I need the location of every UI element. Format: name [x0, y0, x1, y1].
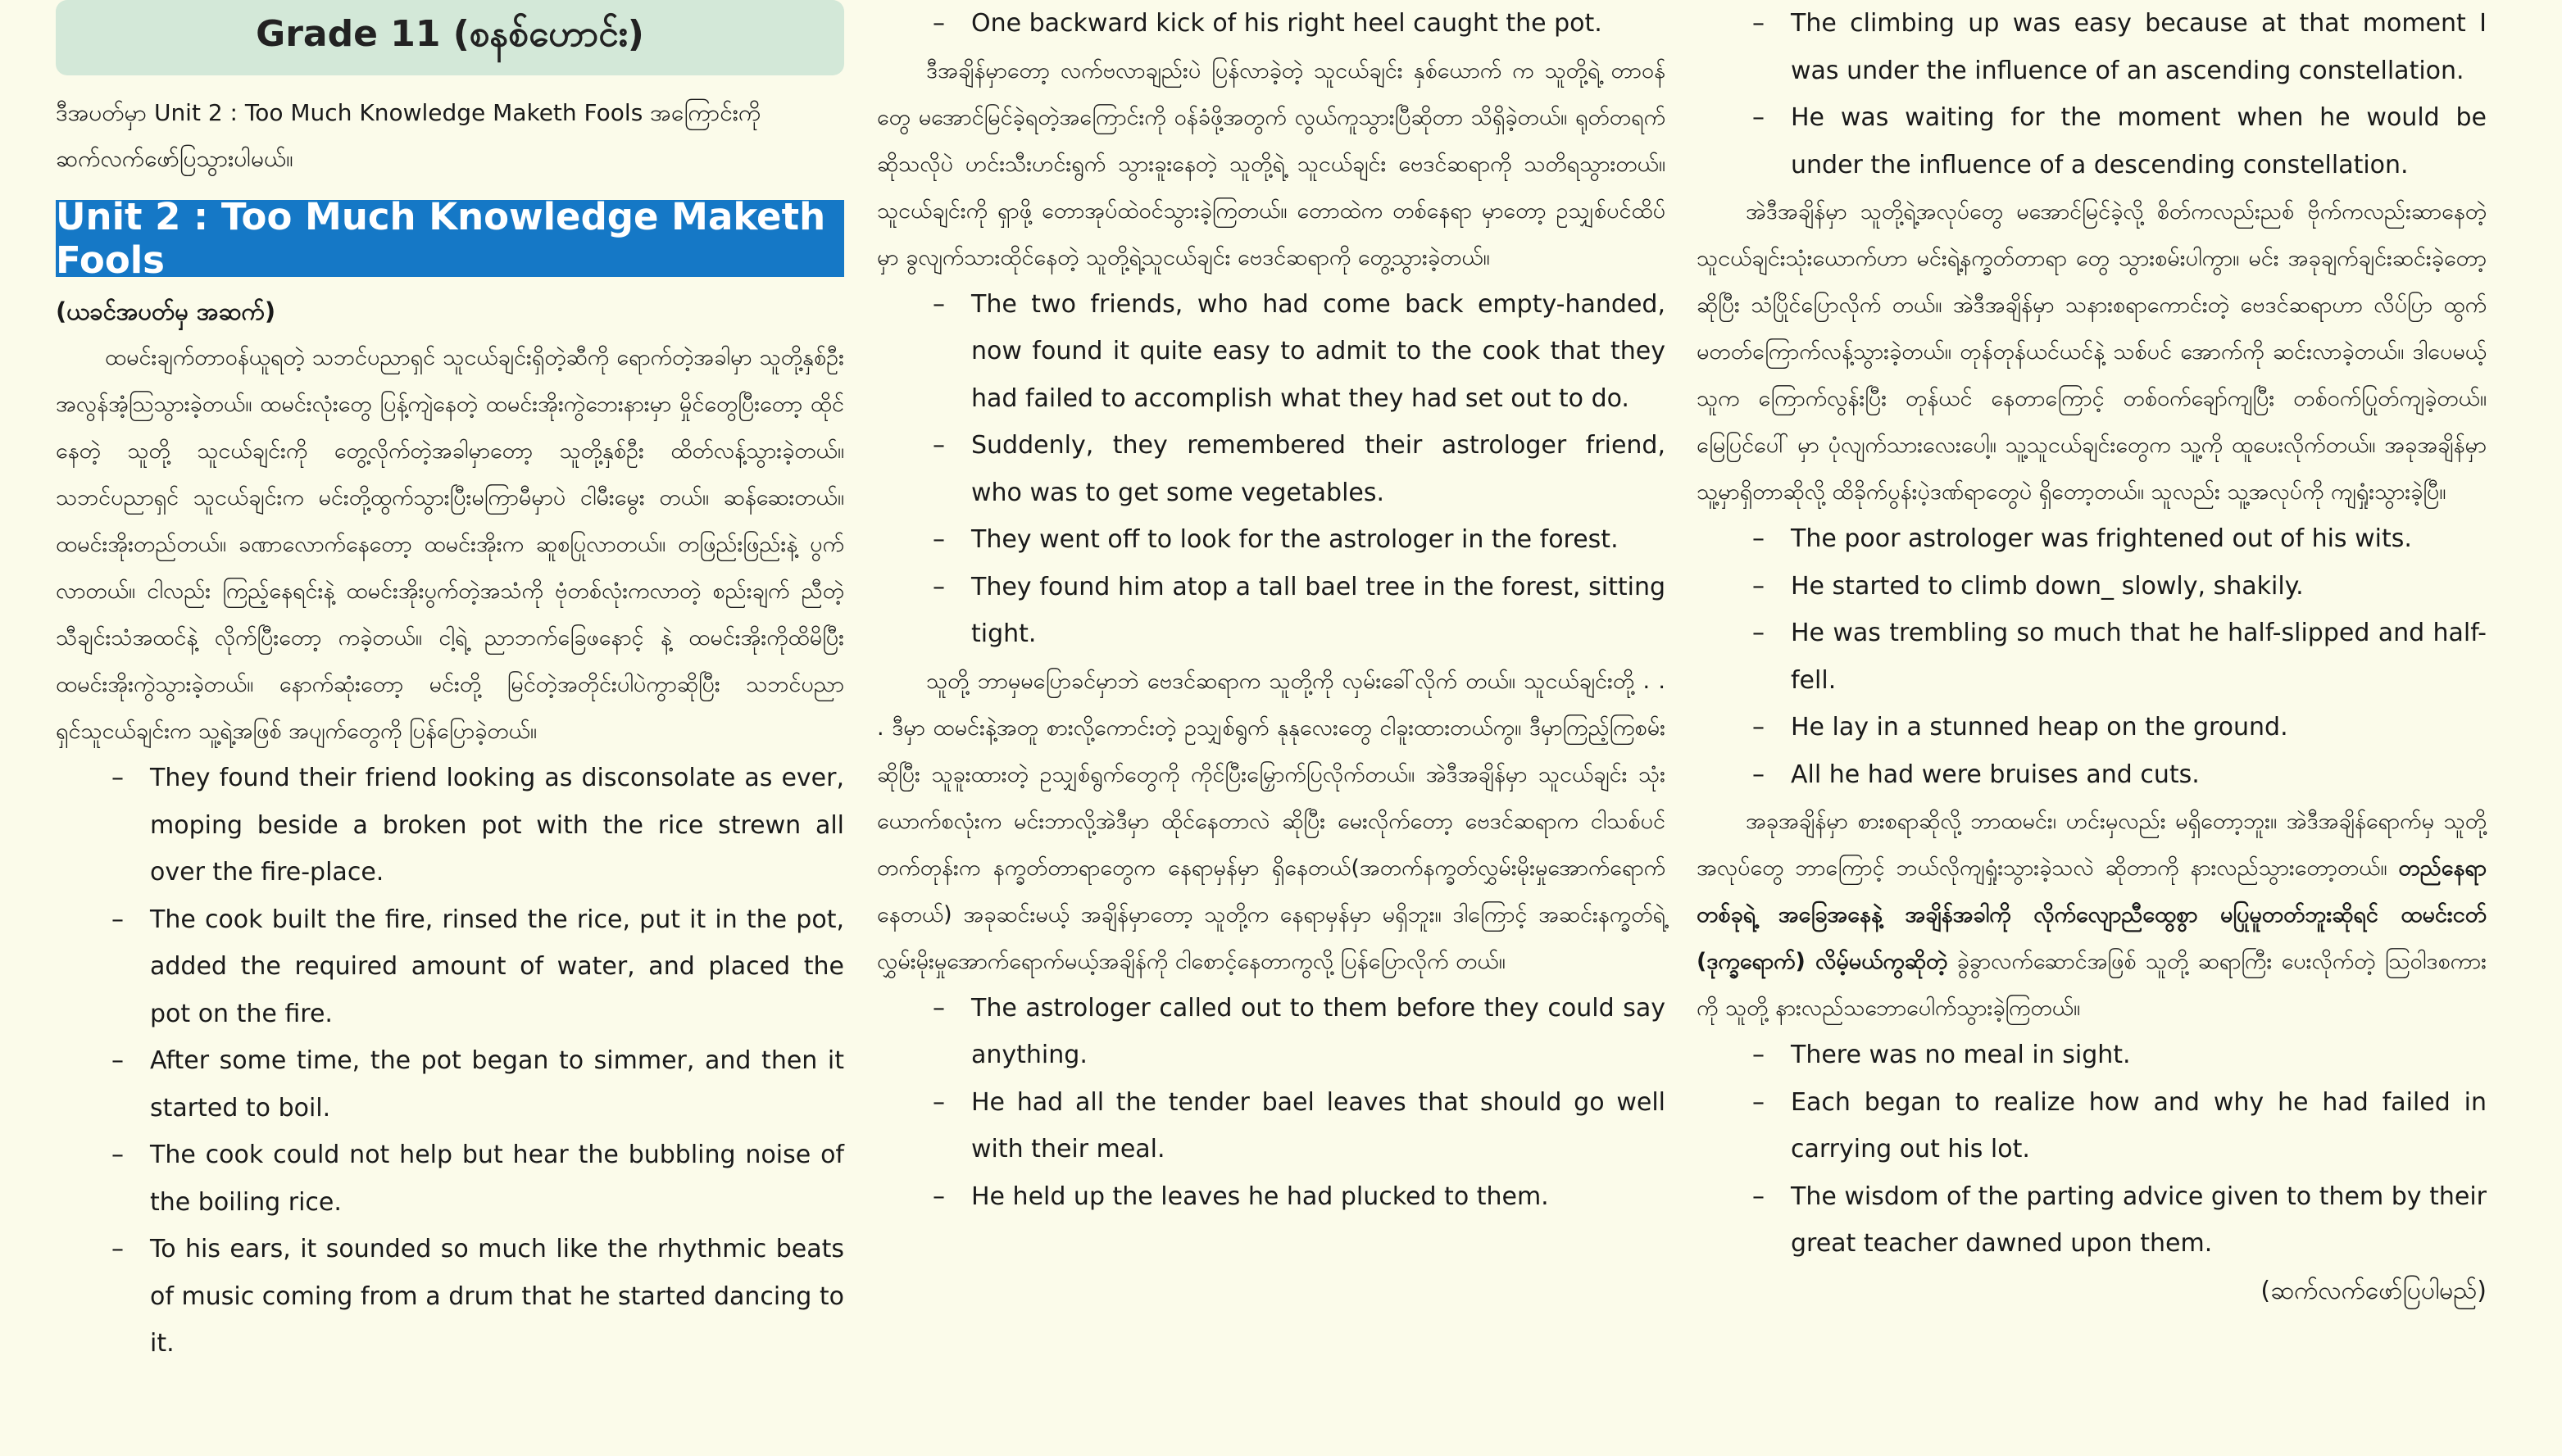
dash-marker: – — [111, 764, 124, 792]
para-text: အခုအချိန်မှာ စားစရာဆိုလို့ ဘာထမင်း၊ ဟင်းမှလည်း မရှိတော့ဘူး။ အဲဒီအချိန်ရောက်မှ သူတို့အလုပ်တွေ ဘာကြောင့် ဘယ်လိုကျရှုံးသွားခဲ့သလဲ ဆိုတာကို နားလည်သွားတော့တယ်။ — [1697, 809, 2487, 881]
bullet-item: – He had all the tender bael leaves that should go well with their meal. — [877, 1079, 1665, 1173]
dash-marker: – — [933, 9, 945, 38]
dash-marker: – — [1752, 760, 1765, 789]
dash-marker: – — [933, 289, 945, 319]
col3-paragraph-2 — [1697, 798, 2487, 1032]
bullet-item: – They went off to look for the astrologer in the forest. — [877, 516, 1665, 564]
bullet-item: – The wisdom of the parting advice given to them by their great teacher dawned upon them. — [1697, 1173, 2487, 1268]
dash-marker: – — [111, 1235, 124, 1263]
intro-text: ဒီအပတ်မှာ Unit 2 : Too Much Knowledge Maketh Fools အကြောင်းကို ဆက်လက်ဖော်ပြသွားပါမယ်။ — [56, 99, 761, 172]
column-3 — [1697, 0, 2487, 1314]
col3-bullet-list-2 — [1697, 1032, 2487, 1268]
bullet-item: – After some time, the pot began to simmer, and then it started to boil. — [56, 1037, 844, 1132]
bullet-item: – They found him atop a tall bael tree in the forest, sitting tight. — [877, 564, 1665, 658]
dash-marker: – — [933, 525, 945, 554]
bullet-item: – He held up the leaves he had plucked to them. — [877, 1173, 1665, 1221]
dash-marker: – — [933, 993, 945, 1023]
dash-marker: – — [1752, 571, 1765, 601]
bullet-item: – He started to climb down_ slowly, shakily. — [1697, 563, 2487, 610]
bullet-item: – He lay in a stunned heap on the ground. — [1697, 704, 2487, 751]
bullet-item: – To his ears, it sounded so much like the rhythmic beats of music coming from a drum that he started dancing to it. — [56, 1226, 844, 1368]
para-bold-text: တည်နေရာတစ်ခုရဲ့ အခြေအနေနဲ့ အချိန်အခါကို လိုက်လျောညီထွေစွာ မပြုမူတတ်ဘူးဆိုရင် ထမင်းငတ် (ဒုက္ခရောက်) လိမ့်မယ်ကွဆိုတဲ့ — [1697, 855, 2487, 974]
col3-bullet-list-1 — [1697, 515, 2487, 798]
bullet-item: – All he had were bruises and cuts. — [1697, 751, 2487, 799]
dash-marker: – — [111, 905, 124, 934]
bullet-item: – One backward kick of his right heel caught the pot. — [877, 0, 1665, 48]
dash-marker: – — [933, 1087, 945, 1117]
dash-marker: – — [1752, 103, 1765, 132]
col2-paragraph-2: သူတို့ ဘာမှမပြောခင်မှာဘဲ ဗေဒင်ဆရာက သူတို့ကို လှမ်းခေါ်လိုက် တယ်။ သူငယ်ချင်းတို့ . . . ဒီမှာ ထမင်းနဲ့အတူ စားလို့ကောင်းတဲ့ ဥသျှစ်ရွက် နုနုလေးတွေ ငါခူးထားတယ်ကွ။ ဒီမှာကြည့်ကြစမ်းဆိုပြီး သူခူးထားတဲ့ ဥသျှစ်ရွက်တွေကို ကိုင်ပြီးမြှောက်ပြလိုက်တယ်။ အဲဒီအချိန်မှာ သူငယ်ချင်း သုံးယောက်စလုံးက မင်းဘာလို့အဲဒီမှာ ထိုင်နေတာလဲ ဆိုပြီး မေးလိုက်တော့ ဗေဒင်ဆရာက ငါသစ်ပင်တက်တုန်းက နက္ခတ်တာရာတွေက နေရာမှန်မှာ ရှိနေတယ်(အတက်နက္ခတ်လွှမ်းမိုးမှုအောက်ရောက်နေတယ်) အခုဆင်းမယ့် အချိန်မှာတော့ သူတို့က နေရာမှန်မှာ မရှိဘူး။ ဒါကြောင့် အဆင်းနက္ခတ်ရဲ့ လွှမ်းမိုးမှုအောက်ရောက်မယ့်အချိန်ကို ငါစောင့်နေတာကွလို့ ပြန်ပြောလိုက် တယ်။ — [877, 668, 1665, 974]
continued-footer: (ဆက်လက်ဖော်ပြပါမည်) — [2260, 1276, 2487, 1305]
bullet-item: – The poor astrologer was frightened out of his wits. — [1697, 515, 2487, 563]
dash-marker: – — [111, 1141, 124, 1169]
dash-marker: – — [933, 572, 945, 601]
continued-subheading: (ယခင်အပတ်မှ အဆက်) — [56, 297, 276, 325]
col2-top-bullet — [877, 0, 1665, 48]
bullet-item: – The two friends, who had come back empty-handed, now found it quite easy to admit to the cook that they had failed to accomplish what they had set out to do. — [877, 281, 1665, 423]
dash-marker: – — [933, 431, 945, 460]
dash-marker: – — [1752, 619, 1765, 647]
bullet-item: – The cook built the fire, rinsed the rice, put it in the pot, added the required amount of water, and placed the pot on the fire. — [56, 896, 844, 1038]
col2-bullet-list-2 — [877, 985, 1665, 1221]
grade-title-banner: Grade 11 (စနစ်ဟောင်း) — [56, 0, 844, 75]
bullet-item: – They found their friend looking as disconsolate as ever, moping beside a broken pot with the rice strewn all over the fire-place. — [56, 755, 844, 896]
bullet-item: – There was no meal in sight. — [1697, 1032, 2487, 1079]
dash-marker: – — [1752, 9, 1765, 38]
column-1 — [56, 0, 844, 1368]
dash-marker: – — [111, 1046, 124, 1075]
col1-bullet-list — [56, 755, 844, 1368]
dash-marker: – — [933, 1182, 945, 1211]
bullet-item: – He was trembling so much that he half-slipped and half-fell. — [1697, 610, 2487, 704]
bullet-item: – The cook could not help but hear the bubbling noise of the boiling rice. — [56, 1132, 844, 1226]
col1-paragraph: ထမင်းချက်တာဝန်ယူရတဲ့ သဘင်ပညာရှင် သူငယ်ချင်းရှိတဲ့ဆီကို ရောက်တဲ့အခါမှာ သူတို့နှစ်ဦး အလွန်အံ့သြသွားခဲ့တယ်။ ထမင်းလုံးတွေ ပြန့်ကျဲနေတဲ့ ထမင်းအိုးကွဲဘေးနားမှာ မှိုင်တွေပြီးတော့ ထိုင်နေတဲ့ သူတို့ သူငယ်ချင်းကို တွေ့လိုက်တဲ့အခါမှာတော့ သူတို့နှစ်ဦး ထိတ်လန့်သွားခဲ့တယ်။ သဘင်ပညာရှင် သူငယ်ချင်းက မင်းတို့ထွက်သွားပြီးမကြာမီမှာပဲ ငါမီးမွေး တယ်။ ဆန်ဆေးတယ်။ ထမင်းအိုးတည်တယ်။ ခဏာလောက်နေတော့ ထမင်းအိုးက ဆူစပြုလာတယ်။ တဖြည်းဖြည်းနဲ့ ပွက်လာတယ်။ ငါလည်း ကြည့်နေရင်းနဲ့ ထမင်းအိုးပွက်တဲ့အသံကို ဗုံတစ်လုံးကလာတဲ့ စည်းချက် ညီတဲ့ သီချင်းသံအထင်နဲ့ လိုက်ပြီးတော့ ကခဲ့တယ်။ ငါ့ရဲ့ ညာဘက်ခြေဖနောင့် နဲ့ ထမင်းအိုးကိုထိမိပြီး ထမင်းအိုးကွဲသွားခဲ့တယ်။ နောက်ဆုံးတော့ မင်းတို့ မြင်တဲ့အတိုင်းပါပဲကွာဆိုပြီး သဘင်ပညာရှင်သူငယ်ချင်းက သူ့ရဲ့အဖြစ် အပျက်တွေကို ပြန်ပြောခဲ့တယ်။ — [56, 345, 844, 744]
dash-marker: – — [1752, 713, 1765, 742]
bullet-item: – Suddenly, they remembered their astrologer friend, who was to get some vegetables. — [877, 422, 1665, 516]
dash-marker: – — [1752, 1182, 1765, 1211]
dash-marker: – — [1752, 1087, 1765, 1117]
col2-paragraph-1: ဒီအချိန်မှာတော့ လက်ဗလာချည်းပဲ ပြန်လာခဲ့တဲ့ သူငယ်ချင်း နှစ်ယောက် က သူတို့ရဲ့ တာဝန်တွေ မအောင်မြင်ခဲ့ရတဲ့အကြောင်းကို ဝန်ခံဖို့အတွက် လွယ်ကူသွားပြီဆိုတာ သိရှိခဲ့တယ်။ ရုတ်တရက်ဆိုသလိုပဲ ဟင်းသီးဟင်းရွက် သွားခူးနေတဲ့ သူတို့ရဲ့ သူငယ်ချင်း ဗေဒင်ဆရာကို သတိရသွားတယ်။ သူငယ်ချင်းကို ရှာဖို့ တောအုပ်ထဲဝင်သွားခဲ့ကြတယ်။ တောထဲက တစ်နေရာ မှာတော့ ဥသျှစ်ပင်ထိပ်မှာ ခွလျက်သားထိုင်နေတဲ့ သူတို့ရဲ့သူငယ်ချင်း ဗေဒင်ဆရာကို တွေ့သွားခဲ့တယ်။ — [877, 57, 1665, 270]
bullet-item: – The climbing up was easy because at that moment I was under the influence of an ascending constellation. — [1697, 0, 2487, 94]
para-text-end: ခွဲခွာလက်ဆောင်အဖြစ် သူတို့ ဆရာကြီး ပေးလိုက်တဲ့ သြဝါဒစကားကို သူတို့ နားလည်သဘောပေါက်သွားခဲ့ကြတယ်။ — [1697, 949, 2487, 1021]
bullet-item: – Each began to realize how and why he had failed in carrying out his lot. — [1697, 1079, 2487, 1173]
col3-paragraph-1: အဲဒီအချိန်မှာ သူတို့ရဲ့အလုပ်တွေ မအောင်မြင်ခဲ့လို့ စိတ်ကလည်းညစ် ဗိုက်ကလည်းဆာနေတဲ့ သူငယ်ချင်းသုံးယောက်ဟာ မင်းရဲ့နက္ခတ်တာရာ တွေ သွားစမ်းပါကွာ။ မင်း အခုချက်ချင်းဆင်းခဲ့တော့ဆိုပြီး သံပြိုင်ပြောလိုက် တယ်။ အဲဒီအချိန်မှာ သနားစရာကောင်းတဲ့ ဗေဒင်ဆရာဟာ လိပ်ပြာ ထွက်မတတ်ကြောက်လန့်သွားခဲ့တယ်။ တုန်တုန်ယင်ယင်နဲ့ သစ်ပင် အောက်ကို ဆင်းလာခဲ့တယ်။ ဒါပေမယ့် သူက ကြောက်လွန်းပြီး တုန်ယင် နေတာကြောင့် တစ်ဝက်ချော်ကျပြီး တစ်ဝက်ပြုတ်ကျခဲ့တယ်။ မြေပြင်ပေါ် မှာ ပုံလျက်သားလေးပေါ့။ သူ့သူငယ်ချင်းတွေက သူ့ကို ထူပေးလိုက်တယ်။ အခုအချိန်မှာ သူ့မှာရှိတာဆိုလို့ ထိခိုက်ပွန်းပဲ့ဒဏ်ရာတွေပဲ ရှိတော့တယ်။ သူလည်း သူ့အလုပ်ကို ကျရှုံးသွားခဲ့ပြီ။ — [1697, 199, 2487, 505]
bullet-item: – He was waiting for the moment when he would be under the influence of a descending constellation. — [1697, 94, 2487, 188]
col2-bullet-list-1 — [877, 281, 1665, 658]
column-2 — [877, 0, 1665, 1220]
unit-title-banner: Unit 2 : Too Much Knowledge Maketh Fools — [56, 200, 844, 277]
dash-marker: – — [1752, 1041, 1765, 1069]
col3-top-bullets — [1697, 0, 2487, 188]
dash-marker: – — [1752, 524, 1765, 553]
bullet-item: – The astrologer called out to them before they could say anything. — [877, 985, 1665, 1079]
